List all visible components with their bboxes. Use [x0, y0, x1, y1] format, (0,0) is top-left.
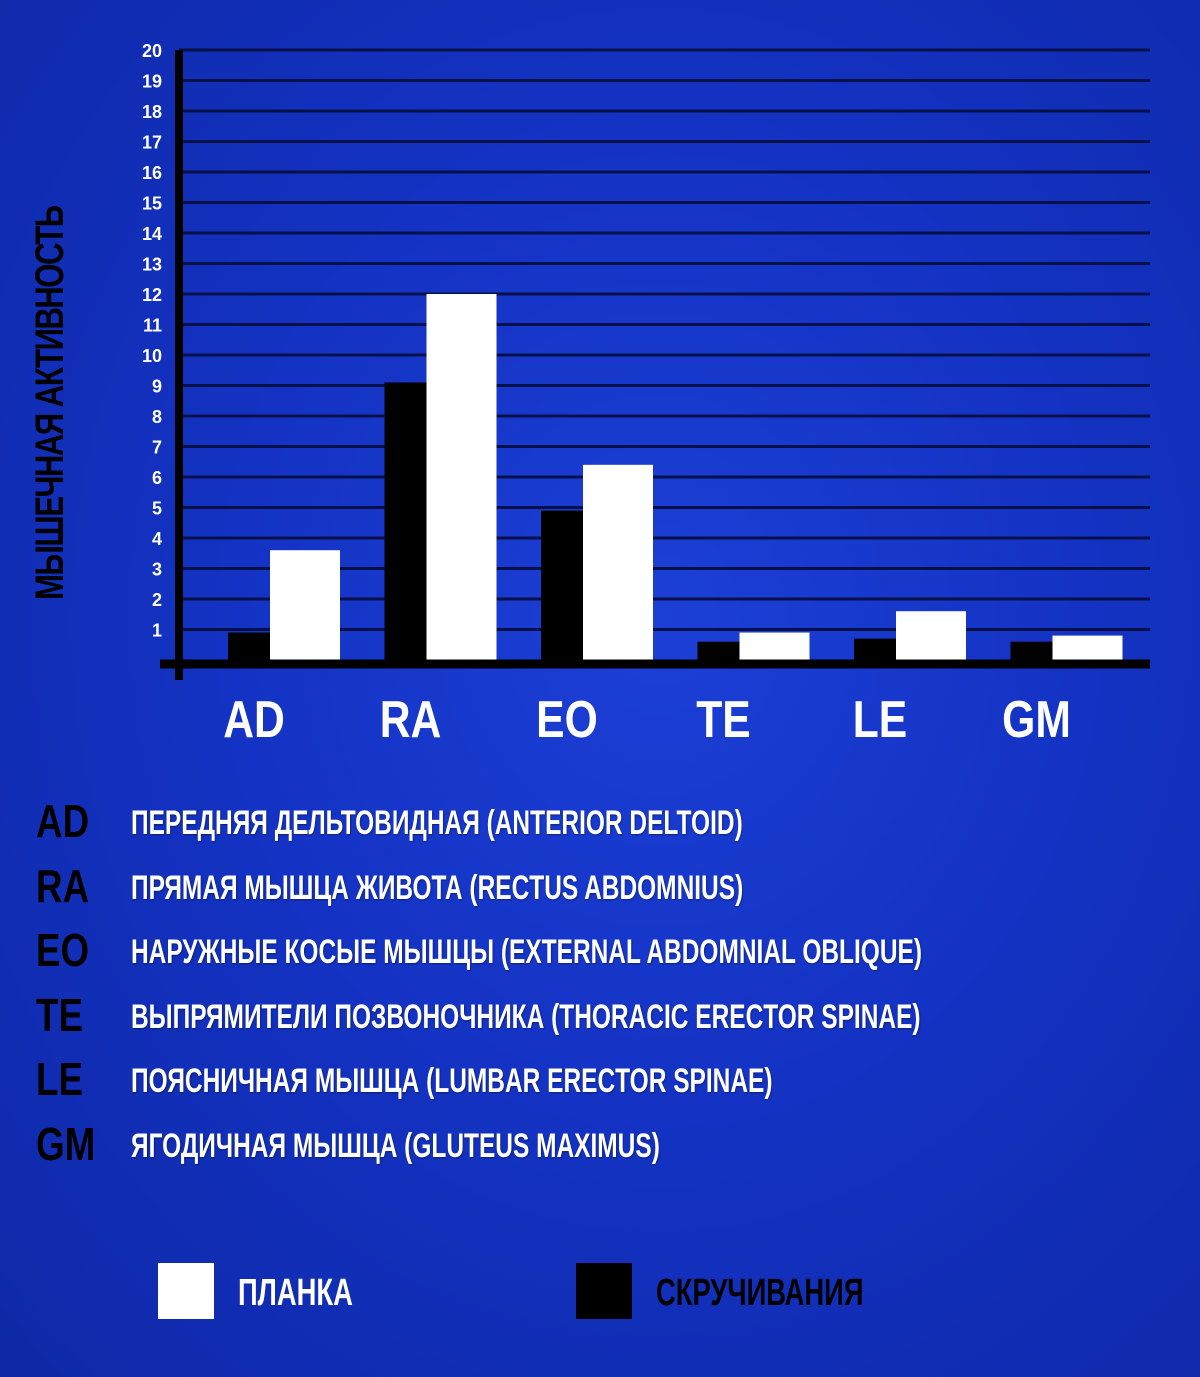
glossary-row [36, 795, 1176, 860]
x-category-label: EO [536, 691, 598, 750]
y-tick-label: 3 [151, 559, 162, 580]
y-tick-label: 16 [141, 163, 162, 183]
y-tick-label: 2 [151, 590, 162, 610]
x-category-label: TE [696, 691, 751, 750]
y-tick-label: 4 [151, 529, 162, 549]
glossary-row [36, 989, 1176, 1054]
glossary-desc: ЯГОДИЧНАЯ МЫШЦА (GLUTEUS MAXIMUS) [131, 1126, 660, 1165]
bar-plank-le [896, 611, 966, 660]
bar-plank-ra [427, 294, 497, 660]
x-category-label: LE [852, 691, 908, 750]
chart-legend [0, 1263, 1200, 1323]
glossary-abbr: EO [36, 924, 90, 976]
glossary-row [36, 1118, 1176, 1183]
y-axis-title: МЫШЕЧНАЯ АКТИВНОСТЬ [28, 206, 72, 600]
x-category-label: AD [223, 691, 285, 750]
bar-plank-gm [1053, 636, 1123, 660]
x-category-labels [223, 691, 1071, 749]
glossary-desc: ПОЯСНИЧНАЯ МЫШЦА (LUMBAR ERECTOR SPINAE) [131, 1062, 773, 1100]
legend-label-plank: ПЛАНКА [238, 1272, 353, 1314]
y-tick-label: 9 [151, 376, 162, 397]
legend-label-crunches: СКРУЧИВАНИЯ [656, 1272, 864, 1314]
y-tick-label: 17 [141, 132, 162, 153]
glossary-desc: ПЕРЕДНЯЯ ДЕЛЬТОВИДНАЯ (ANTERIOR DELTOID) [131, 804, 743, 842]
y-tick-label: 14 [141, 224, 162, 244]
glossary-abbr: LE [36, 1053, 84, 1105]
y-tick-label: 8 [151, 407, 162, 427]
glossary-abbr: AD [36, 795, 90, 847]
glossary-abbr: RA [36, 859, 90, 912]
y-tick-label: 10 [141, 346, 162, 366]
y-tick-label: 1 [151, 620, 162, 641]
y-tick-label: 6 [151, 468, 162, 488]
glossary-abbr: TE [36, 988, 84, 1041]
abbreviation-glossary [36, 795, 1176, 1182]
legend-swatch-plank [158, 1263, 214, 1319]
y-tick-label: 7 [151, 437, 162, 458]
y-tick-label: 12 [141, 285, 162, 305]
bar-plank-eo [583, 465, 653, 660]
legend-swatch-crunches [576, 1263, 632, 1319]
glossary-abbr: GM [36, 1117, 96, 1170]
glossary-desc: НАРУЖНЫЕ КОСЫЕ МЫШЦЫ (EXTERNAL ABDOMNIAL OBLIQUE) [131, 933, 922, 971]
y-tick-labels [142, 41, 162, 641]
glossary-row [36, 860, 1176, 925]
y-tick-label: 13 [141, 254, 162, 275]
x-category-label: RA [379, 691, 442, 750]
bar-plank-te [740, 633, 810, 660]
glossary-desc: ПРЯМАЯ МЫШЦА ЖИВОТА (RECTUS ABDOMNIUS) [131, 868, 744, 907]
y-tick-label: 19 [141, 71, 162, 92]
bar-plank-ad [270, 550, 340, 660]
y-tick-label: 5 [151, 498, 162, 519]
grid-lines [179, 50, 1150, 630]
y-tick-label: 20 [141, 41, 162, 61]
glossary-desc: ВЫПРЯМИТЕЛИ ПОЗВОНОЧНИКА (THORACIC ERECTOR SPINAE) [131, 997, 921, 1036]
glossary-row [36, 924, 1176, 989]
glossary-row [36, 1053, 1176, 1118]
y-tick-label: 15 [141, 193, 162, 214]
y-tick-label: 18 [141, 102, 162, 122]
x-category-label: GM [1002, 691, 1071, 750]
y-tick-label: 11 [142, 315, 162, 336]
